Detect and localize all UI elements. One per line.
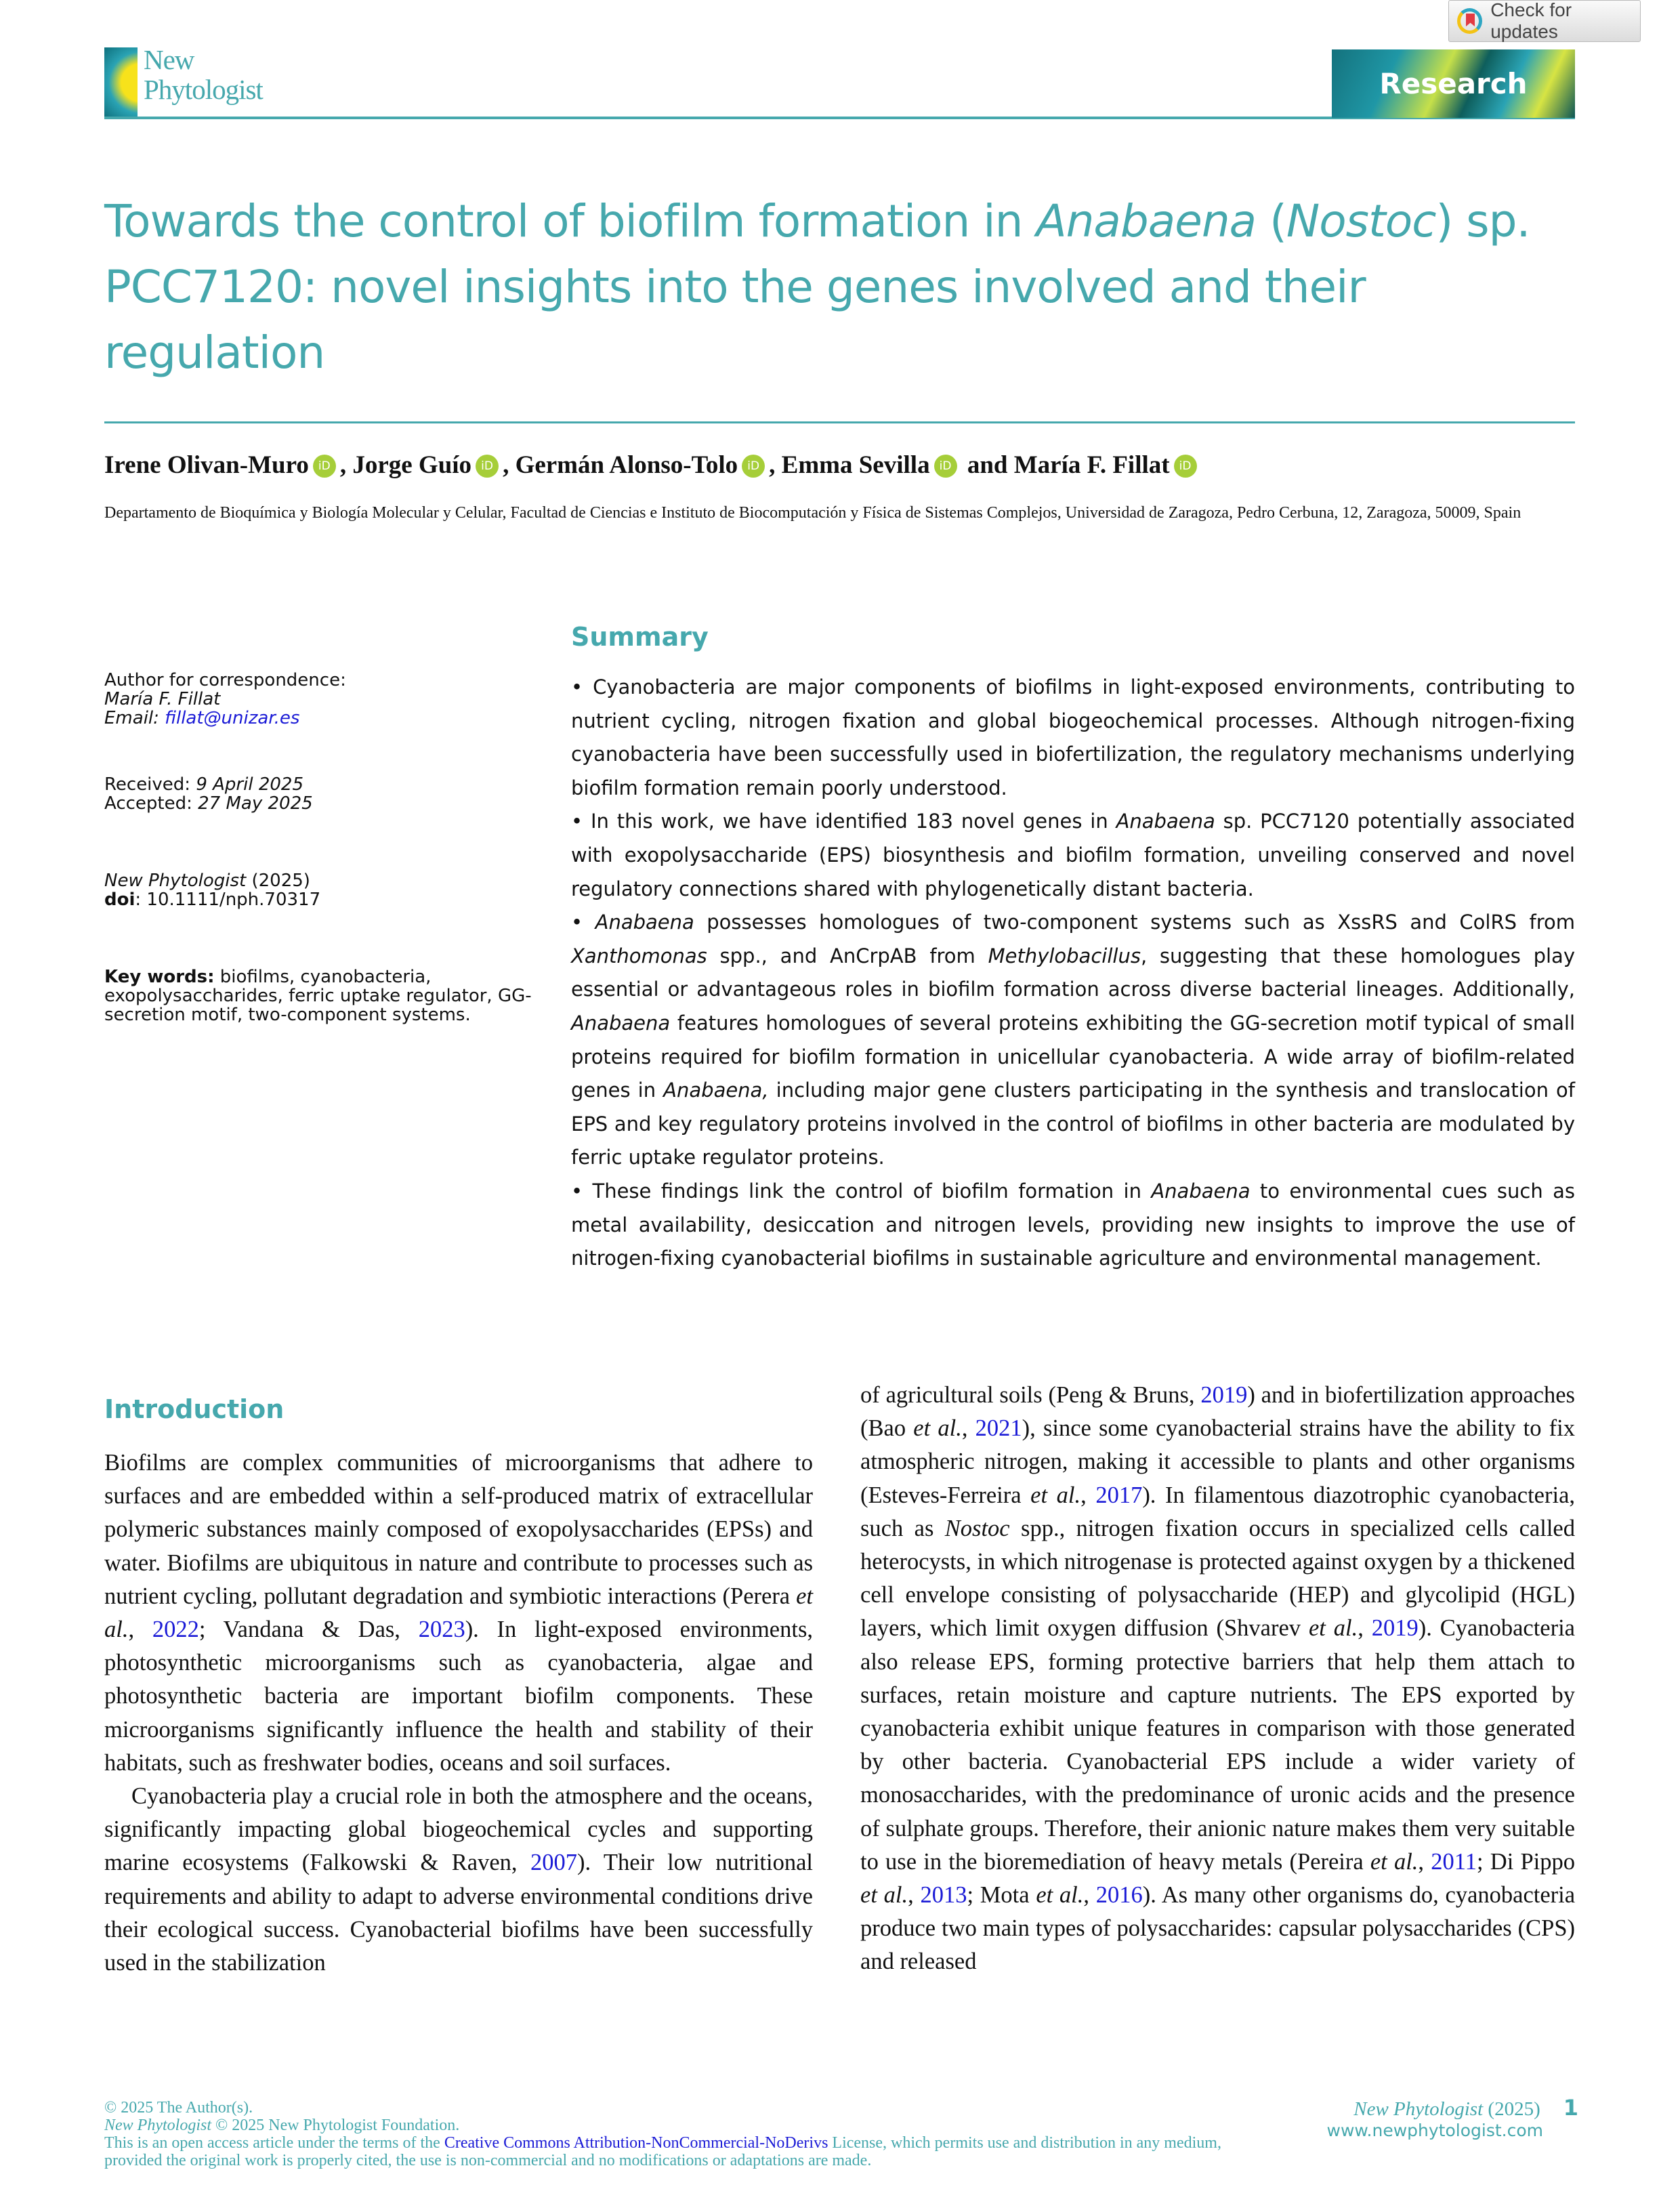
journal-website-link[interactable]: www.newphytologist.com	[1326, 2121, 1543, 2140]
copyright-line: © 2025 The Author(s).	[104, 2099, 253, 2117]
citation-link[interactable]: 2013	[920, 1882, 967, 1909]
introduction-right-column	[860, 1379, 1575, 1979]
section-label: Research	[1379, 67, 1528, 100]
summary-bullet: • These findings link the control of biofilm formation in Anabaena to environmental cues such as metal availability, desiccation and nitrogen levels, providing new insights to improve the use of nitrogen-fixing cyanobacterial biofilms in sustainable agriculture and environmental management.	[571, 1179, 1575, 1270]
citation-link[interactable]: 2017	[1095, 1482, 1143, 1508]
section-banner	[1332, 49, 1575, 118]
orcid-icon[interactable]: iD	[934, 455, 957, 478]
doi-value[interactable]: : 10.1111/nph.70317	[135, 890, 321, 910]
affiliation: Departamento de Bioquímica y Biología Molecular y Celular, Facultad de Ciencias e Instituto de Biocomputación y Física de Sistemas Complejos, Universidad de Zaragoza, Pedro Cerbuna, 12, Zaragoza, 50009, Spain	[104, 504, 1521, 522]
introduction-left-column	[104, 1446, 813, 1980]
orcid-icon[interactable]: iD	[313, 455, 336, 478]
email-link[interactable]: fillat@unizar.es	[165, 708, 300, 728]
citation-link[interactable]: 2023	[418, 1617, 465, 1643]
summary-bullet: • Cyanobacteria are major components of biofilms in light-exposed environments, contributing to nutrient cycling, nitrogen fixation and global biogeochemical processes. Although nitrogen-fixing cyanobacteria have been successfully used in biofertilization, the regulatory mechanisms underlying biofilm formation remain poorly understood.	[571, 675, 1575, 799]
author-name[interactable]: Emma Sevilla	[781, 451, 930, 479]
keywords-label: Key words:	[104, 967, 215, 987]
journal-logo-text	[144, 45, 263, 104]
license-link[interactable]: Creative Commons Attribution-NonCommercial-NoDerivs	[444, 2134, 828, 2152]
bullet-icon: •	[571, 911, 595, 934]
summary-heading: Summary	[571, 622, 709, 652]
page-number: 1	[1563, 2095, 1578, 2121]
bullet-icon: •	[571, 1179, 593, 1203]
citation-link[interactable]: 2022	[152, 1617, 199, 1643]
citation-link[interactable]: 2016	[1095, 1882, 1143, 1909]
crossmark-icon	[1457, 8, 1482, 34]
title-divider	[104, 421, 1575, 423]
citation-link[interactable]: 2021	[975, 1415, 1022, 1442]
correspondence-name: María F. Fillat	[104, 689, 221, 709]
received-date: 9 April 2025	[196, 774, 303, 795]
author-name[interactable]: Germán Alonso-Tolo	[515, 451, 738, 479]
article-metadata: Author for correspondence: María F. Fillat Email: fillat@unizar.es Received: 9 April 2025 Accepted: 27 May 2025 New Phytologist (2025) doi: 10.1111/nph.70317 Key words: biofilms, cyanobacteria, exopolysaccharides, ferric uptake regulator, GG-secretion motif, two-component systems.	[104, 671, 538, 1024]
summary-body	[571, 671, 1575, 1276]
summary-bullet: • Anabaena possesses homologues of two-component systems such as XssRS and ColRS from Xanthomonas spp., and AnCrpAB from Methylobacillus, suggesting that these homologues play essential or advantageous roles in biofilm formation across diverse bacterial lineages. Additionally, Anabaena features homologues of several proteins exhibiting the GG-secretion motif typical of small proteins required for biofilm formation in unicellular cyanobacteria. A wide array of biofilm-related genes in Anabaena, including major gene clusters participating in the synthesis and translocation of EPS and key regulatory proteins involved in the control of biofilms in other bacteria are modulated by ferric uptake regulator proteins.	[571, 911, 1576, 1169]
body-paragraph: of agricultural soils (Peng & Bruns, 2019) and in biofertilization approaches (Bao et al., 2021), since some cyanobacterial strains have the ability to fix atmospheric nitrogen, making it accessible to plants and other organisms (Esteves-Ferreira et al., 2017). In filamentous diazotrophic cyanobacteria, such as Nostoc spp., nitrogen fixation occurs in specialized cells called heterocysts, in which nitrogenase is protected against oxygen by a thickened cell envelope consisting of polysaccharide (HEP) and glycolipid (HGL) layers, which limit oxygen diffusion (Shvarev et al., 2019). Cyanobacteria also release EPS, forming protective barriers that help them attach to surfaces, retain moisture and capture nutrients. The EPS exported by cyanobacteria exhibit unique features in comparison with those generated by other bacteria. Cyanobacterial EPS include a wider variety of monosaccharides, with the predominance of uronic acids and the presence of sulphate groups. Therefore, their anionic nature makes them very suitable to use in the bioremediation of heavy metals (Pereira et al., 2011; Di Pippo et al., 2013; Mota et al., 2016). As many other organisms do, cyanobacteria produce two main types of polysaccharides: capsular polysaccharides (CPS) and released	[860, 1382, 1576, 1975]
accepted-date: 27 May 2025	[198, 793, 313, 814]
correspondence-label: Author for correspondence:	[104, 670, 346, 690]
check-for-updates-label: Check for updates	[1490, 0, 1572, 42]
orcid-icon[interactable]: iD	[1174, 455, 1197, 478]
citation-link[interactable]: 2007	[530, 1850, 577, 1876]
article-title: Towards the control of biofilm formation in Anabaena (Nostoc) sp. PCC7120: novel insights into the genes involved and their regulation	[104, 195, 1530, 379]
orcid-icon[interactable]: iD	[476, 455, 499, 478]
journal-name: New Phytologist	[104, 871, 247, 891]
bullet-icon: •	[571, 810, 591, 833]
author-name[interactable]: Irene Olivan-Muro	[104, 451, 309, 479]
body-paragraph: Biofilms are complex communities of microorganisms that adhere to surfaces and are embedded within a self-produced matrix of extracellular polymeric substances mainly composed of exopolysaccharides (EPSs) and water. Biofilms are ubiquitous in nature and contribute to processes such as nutrient cycling, pollutant degradation and symbiotic interactions (Perera et al., 2022; Vandana & Das, 2023). In light-exposed environments, photosynthetic microorganisms such as cyanobacteria, algae and photosynthetic bacteria are important biofilm components. These microorganisms significantly influence the health and stability of their habitats, such as freshwater bodies, oceans and soil surfaces.	[104, 1450, 813, 1776]
body-paragraph: Cyanobacteria play a crucial role in both the atmosphere and the oceans, significantly impacting global biogeochemical cycles and supporting marine ecosystems (Falkowski & Raven, 2007). Their low nutritional requirements and ability to adapt to adverse environmental conditions drive their ecological success. Cyanobacterial biofilms have been successfully used in the stabilization	[104, 1783, 813, 1976]
citation-link[interactable]: 2019	[1200, 1382, 1248, 1408]
check-for-updates-button[interactable]	[1448, 0, 1641, 42]
orcid-icon[interactable]: iD	[742, 455, 765, 478]
introduction-heading: Introduction	[104, 1394, 285, 1424]
summary-bullet: • In this work, we have identified 183 novel genes in Anabaena sp. PCC7120 potentially associated with exopolysaccharide (EPS) biosynthesis and biofilm formation, unveiling conserved and novel regulatory connections shared with phylogenetically distant bacteria.	[571, 810, 1575, 900]
journal-name-line2: Phytologist	[144, 74, 263, 105]
author-list: Irene Olivan-Muro iD , Jorge Guío iD , Germán Alonso-Tolo iD , Emma Sevilla iD and María F. Fillat iD	[104, 449, 1201, 482]
keywords: biofilms, cyanobacteria, exopolysaccharides, ferric uptake regulator, GG-secretion motif, two-component systems.	[104, 967, 532, 1025]
footer-license: © 2025 The Author(s). New Phytologist © 2025 New Phytologist Foundation. This is an open access article under the terms of the Creative Commons Attribution-NonCommercial-NoDerivs License, which permits use and distribution in any medium, provided the original work is properly cited, the use is non-commercial and no modifications or adaptations are made.	[104, 2099, 1256, 2169]
bullet-icon: •	[571, 675, 593, 699]
citation-link[interactable]: 2019	[1371, 1615, 1419, 1642]
author-name[interactable]: María F. Fillat	[1013, 451, 1170, 479]
journal-logo-icon	[104, 47, 138, 118]
footer-journal-info: New Phytologist (2025) 1 www.newphytologist.com	[1326, 2095, 1578, 2140]
citation-link[interactable]: 2011	[1431, 1848, 1477, 1875]
author-name[interactable]: Jorge Guío	[352, 451, 472, 479]
journal-name-line1: New	[144, 44, 194, 75]
